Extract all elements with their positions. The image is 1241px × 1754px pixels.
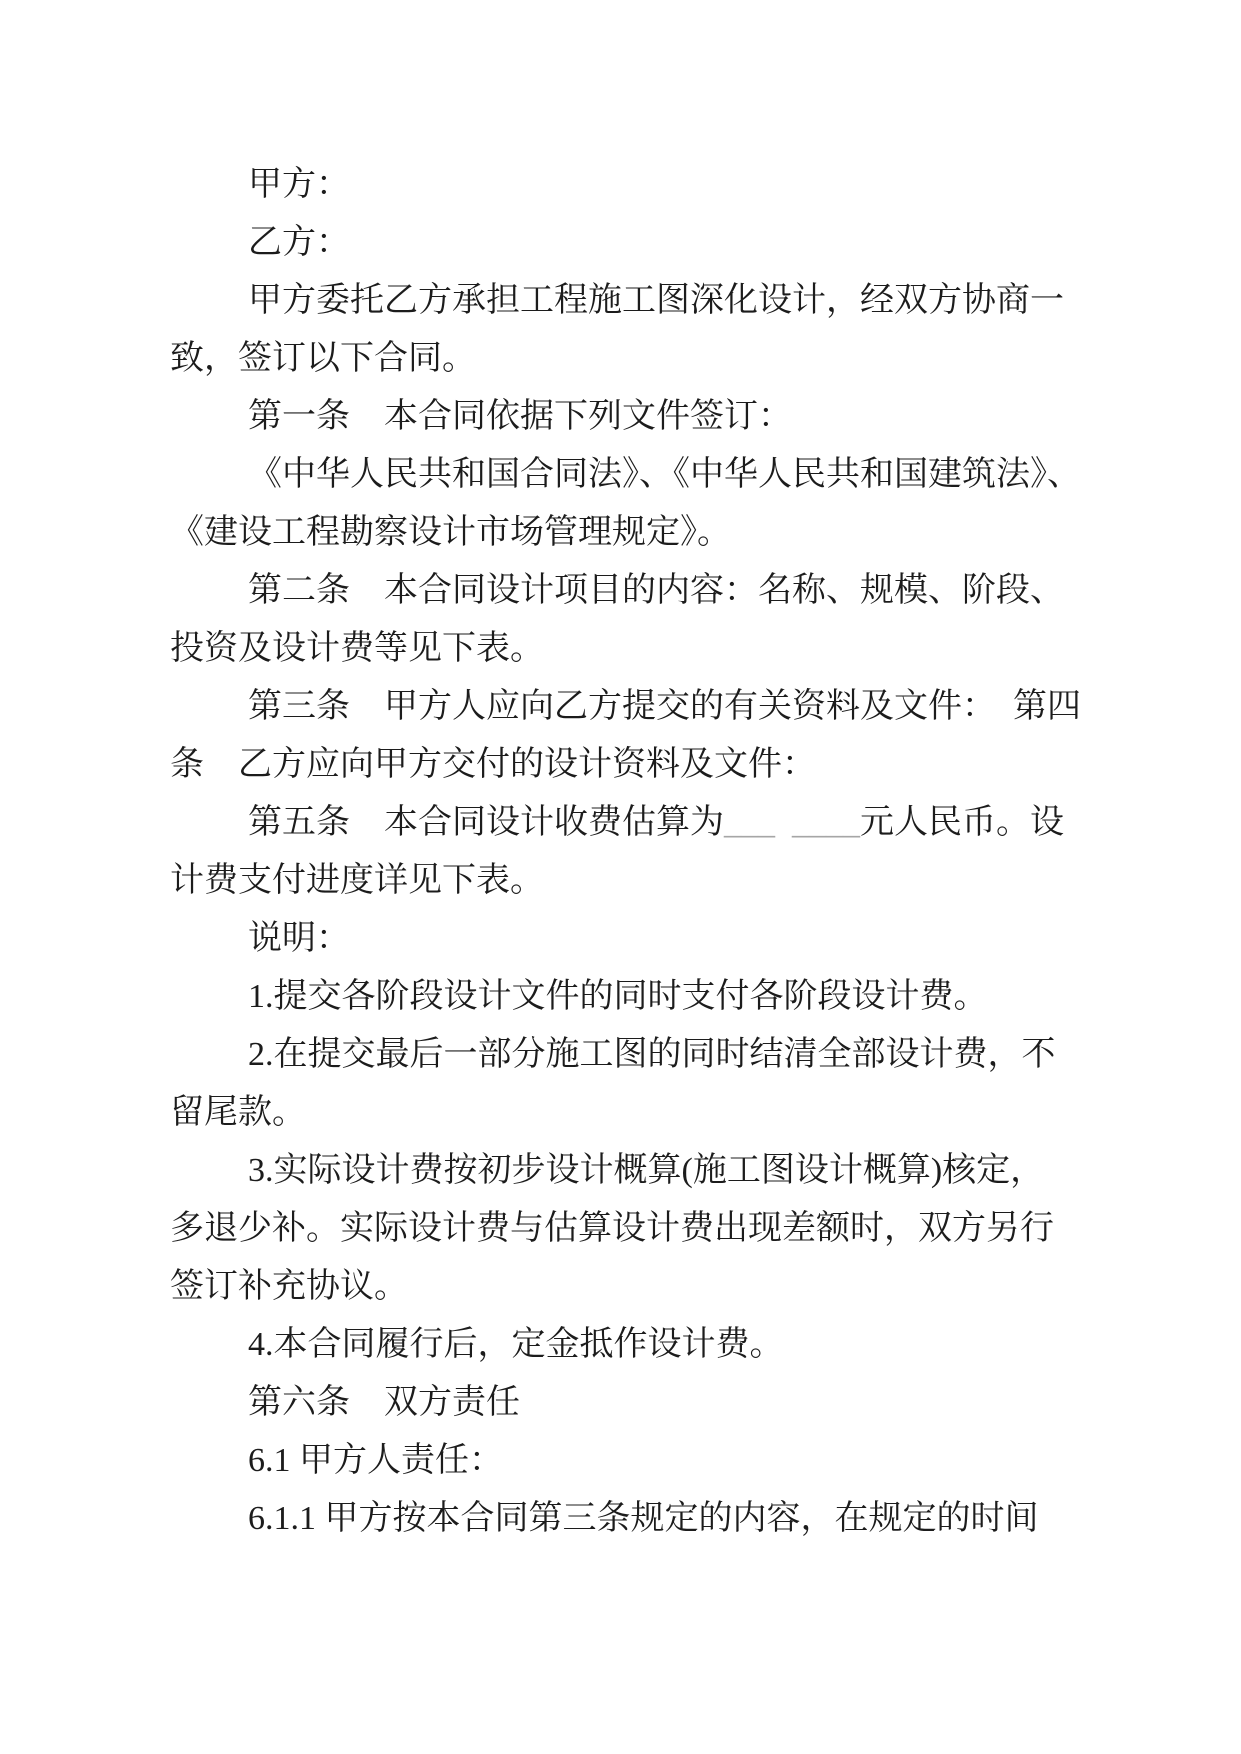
text-segment: 第二条 本合同设计项目的内容：名称、规模、阶段、 [248,572,1064,609]
text-segment: 6.1.1 甲方按本合同第三条规定的内容，在规定的时间 [248,1500,1039,1537]
text-segment: 说明： [248,920,350,957]
document-line [170,1432,1131,1490]
document-line [170,1374,1131,1432]
document-line [170,504,1131,562]
document-line [170,1084,1131,1142]
text-segment: 乙方： [248,224,350,261]
document-line [170,736,1131,794]
text-segment: 留尾款。 [170,1094,306,1131]
text-segment: 投资及设计费等见下表。 [170,630,544,667]
document-line [170,156,1131,214]
text-segment: 元人民币。设 [860,804,1064,841]
text-segment: 《中华人民共和国合同法》、《中华人民共和国建筑法》、 [248,456,1081,493]
blank-underscore: ____ [792,804,860,841]
text-segment: 计费支付进度详见下表。 [170,862,544,899]
document-line [170,1142,1131,1200]
text-segment: 致，签订以下合同。 [170,340,476,377]
document-line [170,678,1131,736]
document-line [170,794,1131,852]
text-segment: 《建设工程勘察设计市场管理规定》。 [170,514,731,551]
document-line [170,388,1131,446]
document-line [170,272,1131,330]
blank-underscore: ___ [724,804,775,841]
text-segment: 6.1 甲方人责任： [248,1442,503,1479]
document-line [170,330,1131,388]
document-line [170,1026,1131,1084]
text-segment: 甲方： [248,166,350,203]
text-segment: 3.实际设计费按初步设计概算(施工图设计概算)核定， [248,1152,1045,1189]
document-line [170,446,1131,504]
document-line [170,1258,1131,1316]
text-segment: 甲方委托乙方承担工程施工图深化设计，经双方协商一 [248,282,1064,319]
text-segment [775,804,792,841]
text-segment: 1.提交各阶段设计文件的同时支付各阶段设计费。 [248,978,988,1015]
document-line [170,1200,1131,1258]
document-line [170,852,1131,910]
text-segment: 第六条 双方责任 [248,1384,520,1421]
text-segment: 多退少补。实际设计费与估算设计费出现差额时，双方另行 [170,1210,1054,1247]
text-segment: 第三条 甲方人应向乙方提交的有关资料及文件： 第四 [248,688,1081,725]
document-line [170,562,1131,620]
text-segment: 条 乙方应向甲方交付的设计资料及文件： [170,746,816,783]
text-segment: 签订补充协议。 [170,1268,408,1305]
document-line [170,910,1131,968]
document-body [170,156,1131,1548]
text-segment: 第五条 本合同设计收费估算为 [248,804,724,841]
document-line [170,620,1131,678]
document-line [170,1316,1131,1374]
text-segment: 2.在提交最后一部分施工图的同时结清全部设计费，不 [248,1036,1056,1073]
document-line [170,968,1131,1026]
document-line [170,214,1131,272]
document-line [170,1490,1131,1548]
text-segment: 第一条 本合同依据下列文件签订： [248,398,792,435]
text-segment: 4.本合同履行后，定金抵作设计费。 [248,1326,784,1363]
